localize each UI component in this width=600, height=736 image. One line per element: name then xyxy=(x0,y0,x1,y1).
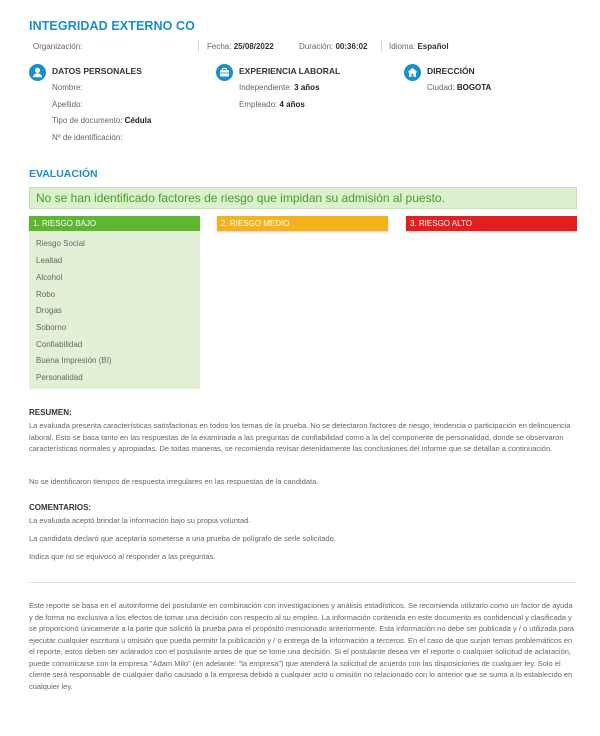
document-type-value: Cédula xyxy=(124,116,152,125)
language-field xyxy=(389,42,449,51)
risk-item: Soborno xyxy=(36,323,67,332)
language-value: Español xyxy=(417,42,449,51)
meta-divider xyxy=(381,40,382,52)
risk-item: Riesgo Social xyxy=(36,239,85,248)
employed-label: Empleado: xyxy=(239,100,278,109)
duration-label: Duración: xyxy=(299,42,334,51)
duration-field xyxy=(299,42,368,51)
risk-item: Robo xyxy=(36,290,56,299)
divider xyxy=(29,582,577,583)
risk-item: Buena Impresión (BI) xyxy=(36,356,112,365)
address-title: DIRECCIÓN xyxy=(427,66,475,76)
date-value: 25/08/2022 xyxy=(233,42,274,51)
organization-label: Organización: xyxy=(33,42,83,51)
name-label: Nombre: xyxy=(52,83,83,92)
city-field xyxy=(427,83,491,92)
city-value: BOGOTA xyxy=(456,83,492,92)
language-label: Idioma: xyxy=(389,42,416,51)
result-banner xyxy=(29,187,577,209)
employed-value: 4 años xyxy=(279,100,305,109)
independent-value: 3 años xyxy=(294,83,320,92)
id-number-label: Nº de identificación: xyxy=(52,133,123,142)
independent-label: Independiente: xyxy=(239,83,292,92)
briefcase-icon xyxy=(216,64,233,81)
risk-medium-header: 2. RIESGO MEDIO xyxy=(217,216,388,231)
city-label: Ciudad: xyxy=(427,83,455,92)
employed-field xyxy=(239,100,305,109)
independent-field xyxy=(239,83,320,92)
work-experience-title: EXPERIENCIA LABORAL xyxy=(239,66,341,76)
organization-field xyxy=(33,42,82,51)
personal-data-title: DATOS PERSONALES xyxy=(52,66,142,76)
comment-line: La evaluada aceptó brindar la información bajo su propia voluntad. xyxy=(29,516,251,525)
date-field xyxy=(207,42,274,51)
home-icon xyxy=(404,64,421,81)
result-banner-text: No se han identificado factores de riesgo que impidan su admisión al puesto. xyxy=(36,191,445,205)
report-title: INTEGRIDAD EXTERNO CO xyxy=(29,19,195,33)
disclaimer-text: Este reporte se basa en el autoinforme del postulante en combinación con investigaciones y análisis estadísticos. Se recomienda utilizarlo como un factor de ayuda y de forma no exclusiva a los efectos de tomar una decisión con respecto al su empleo. La información contenida en este documento es confidencial y clasificada y se proporcionó únicamente a la parte que solicitó la prueba para el propósito mencionado anteriormente. Esta información no debe ser publicada y / o utilizada para ejecutar cualquier escritura u omisión que pueda permitir la publicación y / o entrega de la información a terceros. En el caso de que surjan temas problemáticos en el reporte, estos deben ser aclarados con el postulante antes de que se tome una decisión. Si el postulante desea ver el reporte o cualquier solicitud de aclaración, puede comunicarse con la empresa "Adam Milo" (en adelante: "la empresa") que atenderá la solicitud de acuerdo con las disposiciones de cualquier ley. Solo el cliente será responsable de cualquier daño causado a la empresa debido a cualquier acto u omisión no relacionado con lo anterior que se suma a lo establecido en cualquier ley. xyxy=(29,601,574,691)
risk-item: Lealtad xyxy=(36,256,63,265)
risk-high-header: 3. RIESGO ALTO xyxy=(406,216,577,231)
risk-low-panel xyxy=(29,231,200,389)
person-icon xyxy=(29,64,46,81)
comment-line: La candidata declaró que aceptaría someterse a una prueba de polígrafo de serle solicitado. xyxy=(29,534,336,543)
duration-value: 00:36:02 xyxy=(335,42,368,51)
summary-paragraph: La evaluada presenta características satisfactorias en todos los temas de la prueba. No se detectaron factores de riesgo, tendencia o participación en delincuencia laboral. Esto se basa tanto en las respuestas de la examinada a las preguntas de confiabilidad como a la del componente de personalidad, donde se observaron características normales y apropiadas. De todas maneras, se recomienda revisar detenidamente las conclusiones del informe que se detallan a continuación. xyxy=(29,421,571,453)
date-label: Fecha: xyxy=(207,42,232,51)
risk-item: Confiabilidad xyxy=(36,340,83,349)
risk-item: Personalidad xyxy=(36,373,83,382)
surname-label: Apellido: xyxy=(52,100,83,109)
risk-low-header: 1. RIESGO BAJO xyxy=(29,216,200,231)
evaluation-title: EVALUACIÓN xyxy=(29,168,98,180)
meta-divider xyxy=(198,40,199,52)
document-type-field xyxy=(52,116,151,125)
risk-item: Drogas xyxy=(36,306,62,315)
summary-heading: RESUMEN: xyxy=(29,408,72,417)
comment-line: Indica que no se equivocó al responder a las preguntas. xyxy=(29,552,216,561)
comments-heading: COMENTARIOS: xyxy=(29,503,92,512)
document-type-label: Tipo de documento: xyxy=(52,116,123,125)
risk-item: Alcohol xyxy=(36,273,63,282)
summary-response-times: No se identificaron tiempos de respuesta irregulares en las respuestas de la candidata. xyxy=(29,477,319,486)
